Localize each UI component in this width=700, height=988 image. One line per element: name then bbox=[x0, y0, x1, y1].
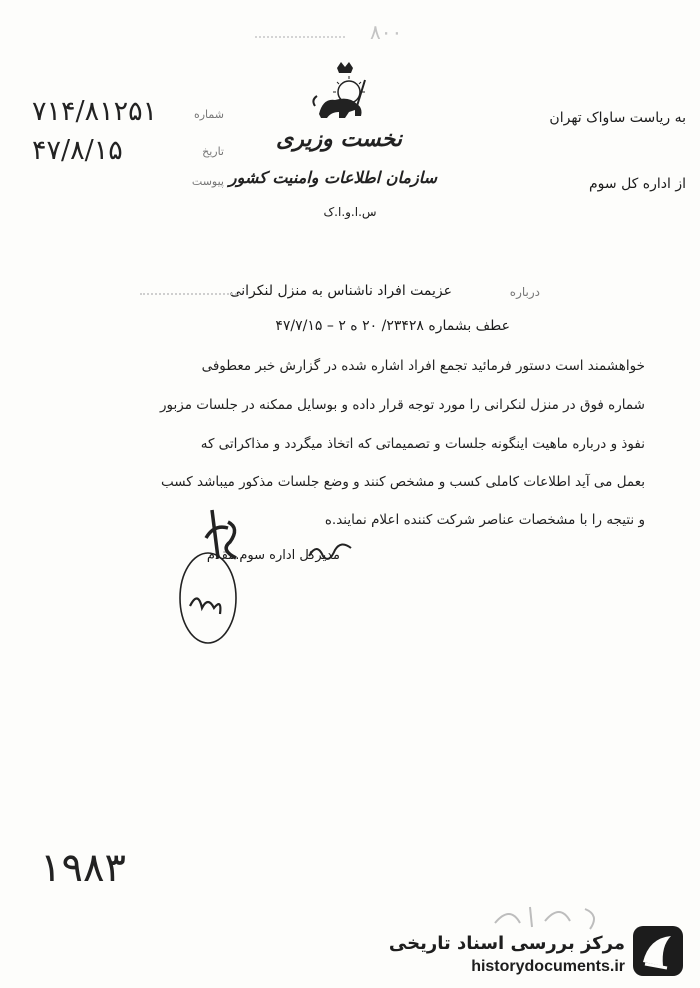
number-value: ۷۱۴/۸۱۲۵۱ bbox=[32, 96, 158, 127]
emblem-title: نخست وزیری bbox=[276, 126, 402, 152]
subject-text: عزیمت افراد ناشناس به منزل لنکرانی bbox=[229, 283, 452, 299]
watermark-title: مرکز بررسی اسناد تاریخی bbox=[388, 933, 625, 954]
watermark-url: historydocuments.ir bbox=[471, 958, 625, 975]
attachment-label: پیوست bbox=[191, 175, 224, 188]
body-line-4: بعمل می آید اطلاعات کاملی کسب و مشخص کنند و وضع جلسات مذکور میباشد کسب bbox=[160, 474, 645, 490]
watermark-logo-icon bbox=[627, 920, 689, 984]
body-line-1: خواهشمند است دستور فرمائید تجمع افراد اشاره شده در گزارش خبر معطوفی bbox=[201, 358, 645, 374]
recipient-from: از اداره کل سوم bbox=[588, 176, 686, 192]
subject-dots bbox=[140, 293, 240, 295]
date-label: تاریخ bbox=[202, 145, 224, 158]
handwritten-signature-oval bbox=[168, 498, 263, 652]
number-label: شماره bbox=[193, 108, 224, 121]
body-line-3: نفوذ و درباره ماهیت اینگونه جلسات و تصمیماتی که اتخاذ میگردد و مذاکراتی که bbox=[200, 436, 645, 452]
lion-and-sun-emblem bbox=[305, 60, 385, 130]
handwritten-number: ۱۹۸۳ bbox=[40, 845, 126, 891]
reference-line: عطف بشماره ۲۳۴۲۸/ ۲۰ ه ۲ – ۴۷/۷/۱۵ bbox=[275, 318, 510, 334]
top-stamp: ۸۰۰ bbox=[370, 20, 403, 44]
recipient-to: به ریاست ساواک تهران bbox=[549, 110, 686, 126]
signature-scribble bbox=[305, 538, 355, 570]
subject-label: درباره bbox=[509, 285, 540, 299]
date-value: ۴۷/۸/۱۵ bbox=[32, 135, 123, 166]
body-line-5: و نتیجه را با مشخصات عناصر شرکت کننده اعلام نمایند.ه bbox=[324, 512, 645, 528]
organization-name: سازمان اطلاعات وامنیت کشور bbox=[228, 168, 437, 187]
org-code: س.ا.و.ا.ک bbox=[323, 205, 377, 219]
signature-line: مدیرکل اداره سوم.مقدم bbox=[206, 548, 340, 563]
body-line-2: شماره فوق در منزل لنکرانی را مورد توجه قرار داده و بوسایل ممکنه در جلسات مزبور bbox=[160, 397, 645, 413]
top-dotted-mark bbox=[255, 36, 345, 38]
